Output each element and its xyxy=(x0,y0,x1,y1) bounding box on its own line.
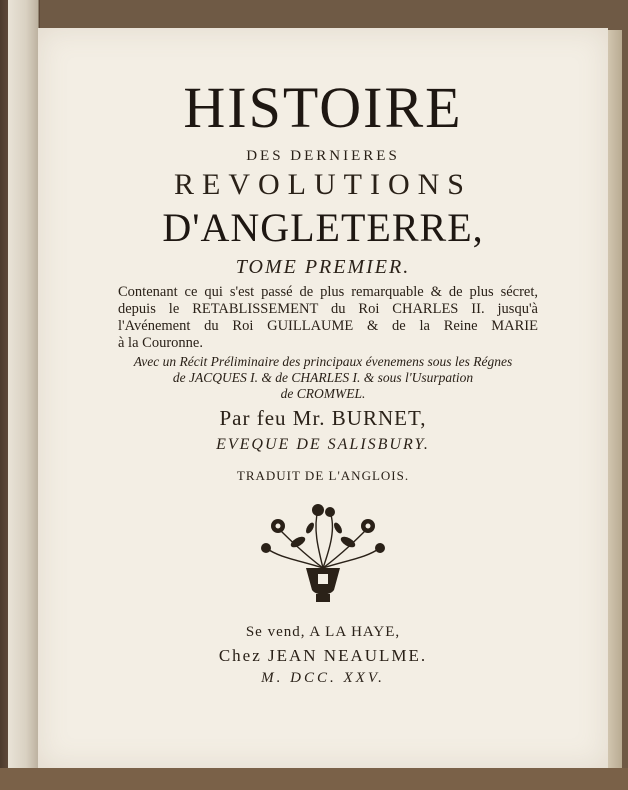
publisher-place: Se vend, A LA HAYE, xyxy=(245,624,401,640)
note-line: Avec un Récit Préliminaire des principaux évenemens sous les Régnes xyxy=(133,354,513,369)
publication-date: M. DCC. XXV. xyxy=(261,670,385,686)
preliminary-note xyxy=(38,354,608,402)
contents-description xyxy=(118,284,538,352)
volume-label: TOME PREMIER. xyxy=(235,256,411,278)
subtitle-des-dernieres: DES DERNIERES xyxy=(246,148,400,164)
author-line: Par feu Mr. BURNET, xyxy=(219,406,427,430)
note-line: de JACQUES I. & de CHARLES I. & sous l'Usurpation xyxy=(172,370,474,385)
contents-line: depuis le RETABLISSEMENT du Roi CHARLES II. jusqu'à xyxy=(118,301,538,317)
contents-line: Contenant ce qui s'est passé de plus remarquable & de plus sécret, xyxy=(118,284,538,300)
contents-line: l'Avénement du Roi GUILLAUME & de la Reine MARIE xyxy=(118,318,538,334)
facing-leaf-edge xyxy=(8,0,39,790)
floral-vase-ornament-icon xyxy=(258,498,388,608)
contents-line: à la Couronne. xyxy=(118,335,203,351)
title-revolutions: REVOLUTIONS xyxy=(174,168,472,201)
table-surface xyxy=(0,768,628,790)
publisher-name: Chez JEAN NEAULME. xyxy=(218,646,428,665)
title-histoire: HISTOIRE xyxy=(183,75,463,140)
author-title: EVEQUE DE SALISBURY. xyxy=(216,436,430,453)
title-angleterre: D'ANGLETERRE, xyxy=(162,205,484,250)
title-page xyxy=(38,28,608,768)
translation-note: TRADUIT DE L'ANGLOIS. xyxy=(236,468,410,483)
note-line: de CROMWEL. xyxy=(280,386,366,401)
